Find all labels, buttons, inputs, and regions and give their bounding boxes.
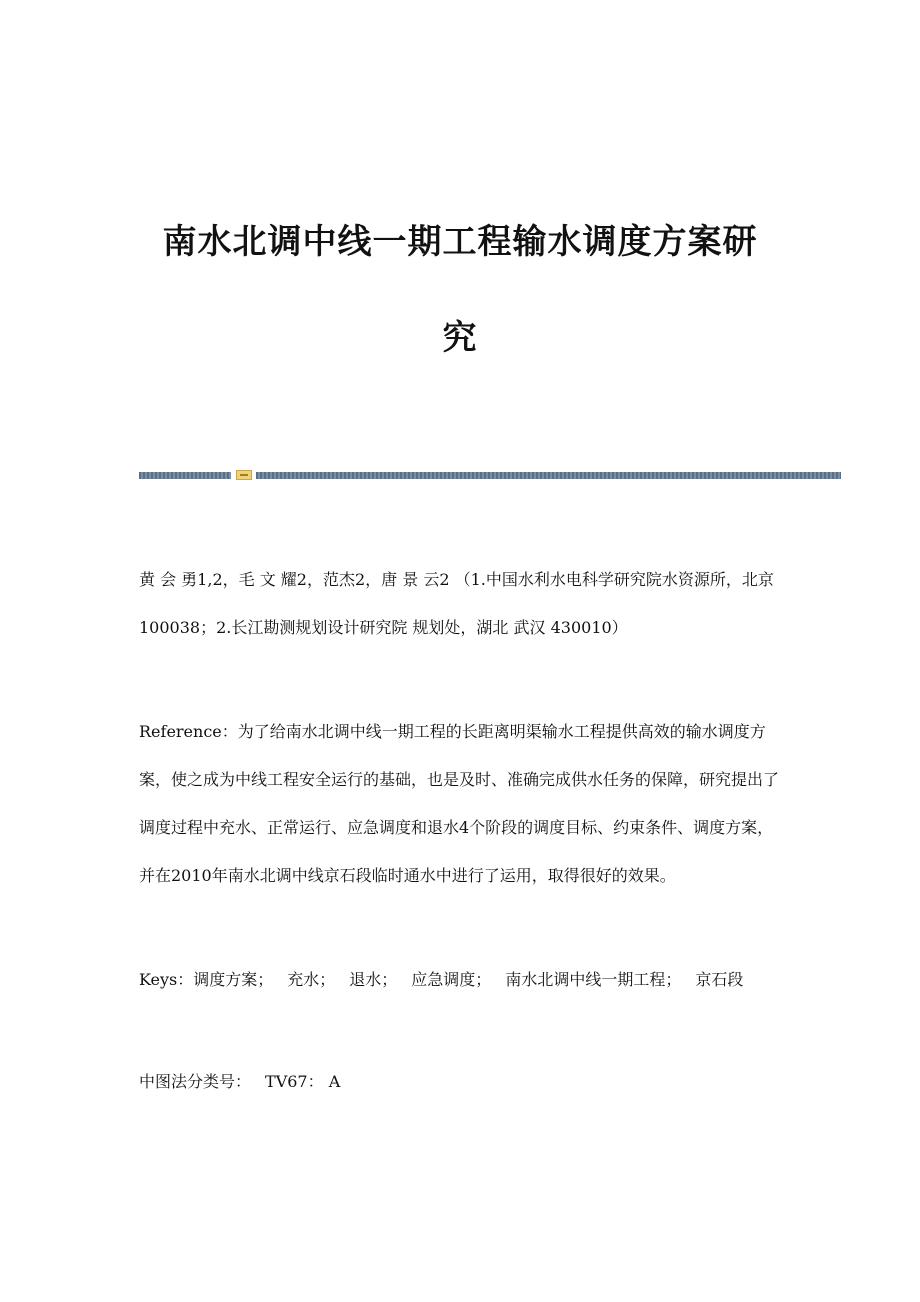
keywords-label: Keys： (139, 970, 194, 989)
classification-paragraph (139, 1058, 784, 1106)
keyword-item: 南水北调中线一期工程； (505, 970, 682, 989)
divider-bar-left (139, 472, 231, 479)
keyword-item: 充水； (287, 970, 336, 989)
keywords-paragraph (139, 956, 784, 1004)
abstract-paragraph (139, 708, 784, 900)
title-divider (139, 470, 841, 480)
keyword-item: 退水； (349, 970, 398, 989)
divider-bar-right (256, 472, 841, 479)
classification-label: 中图法分类号： (139, 1072, 252, 1091)
abstract-label: Reference： (139, 722, 238, 741)
keyword-item: 调度方案； (193, 970, 274, 989)
abstract-text: 为了给南水北调中线一期工程的长距离明渠输水工程提供高效的输水调度方案，使之成为中线工程安全运行的基础，也是及时、准确完成供水任务的保障，研究提出了调度过程中充水、正常运行、应急调度和退水4个阶段的调度目标、约束条件、调度方案，并在2010年南水北调中线京石段临时通水中进行了运用，取得很好的效果。 (139, 722, 780, 885)
document-title-line-1: 南水北调中线一期工程输水调度方案研 (162, 222, 758, 262)
divider-ornament-icon (236, 470, 252, 480)
keyword-item: 应急调度； (411, 970, 492, 989)
document-title-line-2: 究 (442, 318, 478, 358)
authors-affiliations: 黄 会 勇1,2，毛 文 耀2，范杰2，唐 景 云2 （1.中国水利水电科学研究院水资源所，北京 100038；2.长江勘测规划设计研究院 规划处，湖北 武汉 430010） (139, 570, 774, 637)
classification-value: TV67： A (265, 1072, 341, 1091)
keyword-item: 京石段 (695, 970, 744, 989)
